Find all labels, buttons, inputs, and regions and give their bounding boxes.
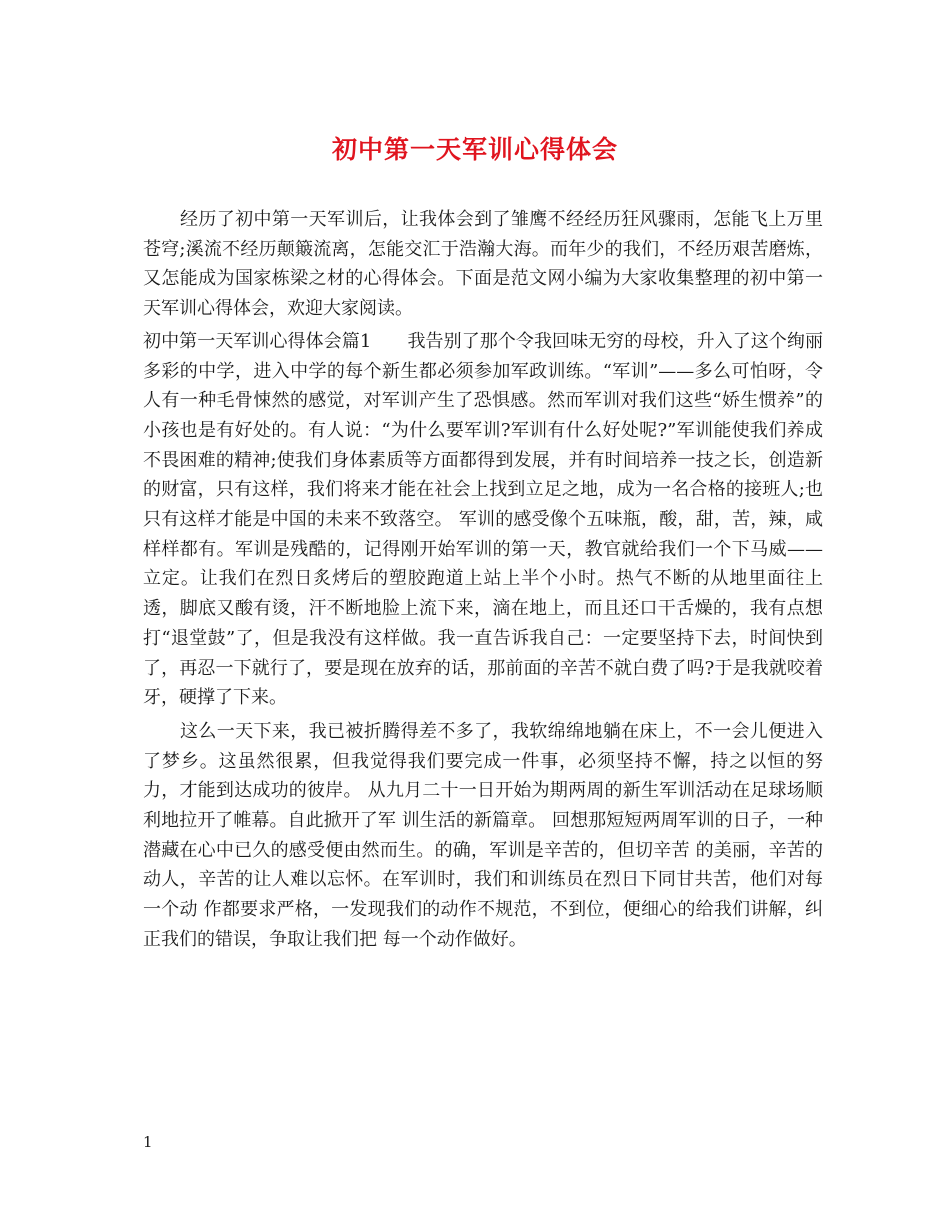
- page-number: 1: [143, 1133, 153, 1151]
- document-title: 初中第一天军训心得体会: [331, 135, 618, 164]
- body-paragraph: 初中第一天军训心得体会篇1 我告别了那个令我回味无穷的母校，升入了这个绚丽多彩的中学，进入中学的每个新生都必须参加军政训练。“军训”——多么可怕呀，令人有一种毛骨悚然的感觉，对军训产生了恐惧感。然而军训对我们这些“娇生惯养”的小孩也是有好处的。有人说：“为什么要军训?军训有什么好处呢?”军训能使我们养成不畏困难的精神;使我们身体素质等方面都得到发展，并有时间培养一技之长，创造新的财富，只有这样，我们将来才能在社会上找到立足之地，成为一名合格的接班人;也只有这样才能是中国的未来不致落空。 军训的感受像个五味瓶，酸，甜，苦，辣，咸样样都有。军训是残酷的，记得刚开始军训的第一天，教官就给我们一个下马威——立定。让我们在烈日炙烤后的塑胶跑道上站上半个小时。热气不断的从地里面往上透，脚底又酸有烫，汗不断地脸上流下来，滴在地上，而且还口干舌燥的，我有点想打“退堂鼓”了，但是我没有这样做。我一直告诉我自己：一定要坚持下去，时间快到了，再忍一下就行了，要是现在放弃的话，那前面的辛苦不就白费了吗?于是我就咬着牙，硬撑了下来。: [143, 330, 823, 709]
- document-body: [143, 205, 823, 955]
- intro-paragraph: 经历了初中第一天军训后，让我体会到了雏鹰不经经历狂风骤雨，怎能飞上万里苍穹;溪流不经历颠簸流离，怎能交汇于浩瀚大海。而年少的我们，不经历艰苦磨炼，又怎能成为国家栋梁之材的心得体会。下面是范文网小编为大家收集整理的初中第一天军训心得体会，欢迎大家阅读。: [143, 209, 823, 320]
- body-paragraph: 这么一天下来，我已被折腾得差不多了，我软绵绵地躺在床上，不一会儿便进入了梦乡。这虽然很累，但我觉得我们要完成一件事，必须坚持不懈，持之以恒的努力，才能到达成功的彼岸。 从九月二十一日开始为期两周的新生军训活动在足球场顺利地拉开了帷幕。自此掀开了军 训生活的新篇章。 回想那短短两周军训的日子，一种潜藏在心中已久的感受便由然而生。的确，军训是辛苦的，但切辛苦 的美丽，辛苦的动人，辛苦的让人难以忘怀。在军训时，我们和训练员在烈日下同甘共苦，他们对每一个动 作都要求严格，一发现我们的动作不规范，不到位，便细心的给我们讲解，纠正我们的错误，争取让我们把 每一个动作做好。: [143, 720, 823, 950]
